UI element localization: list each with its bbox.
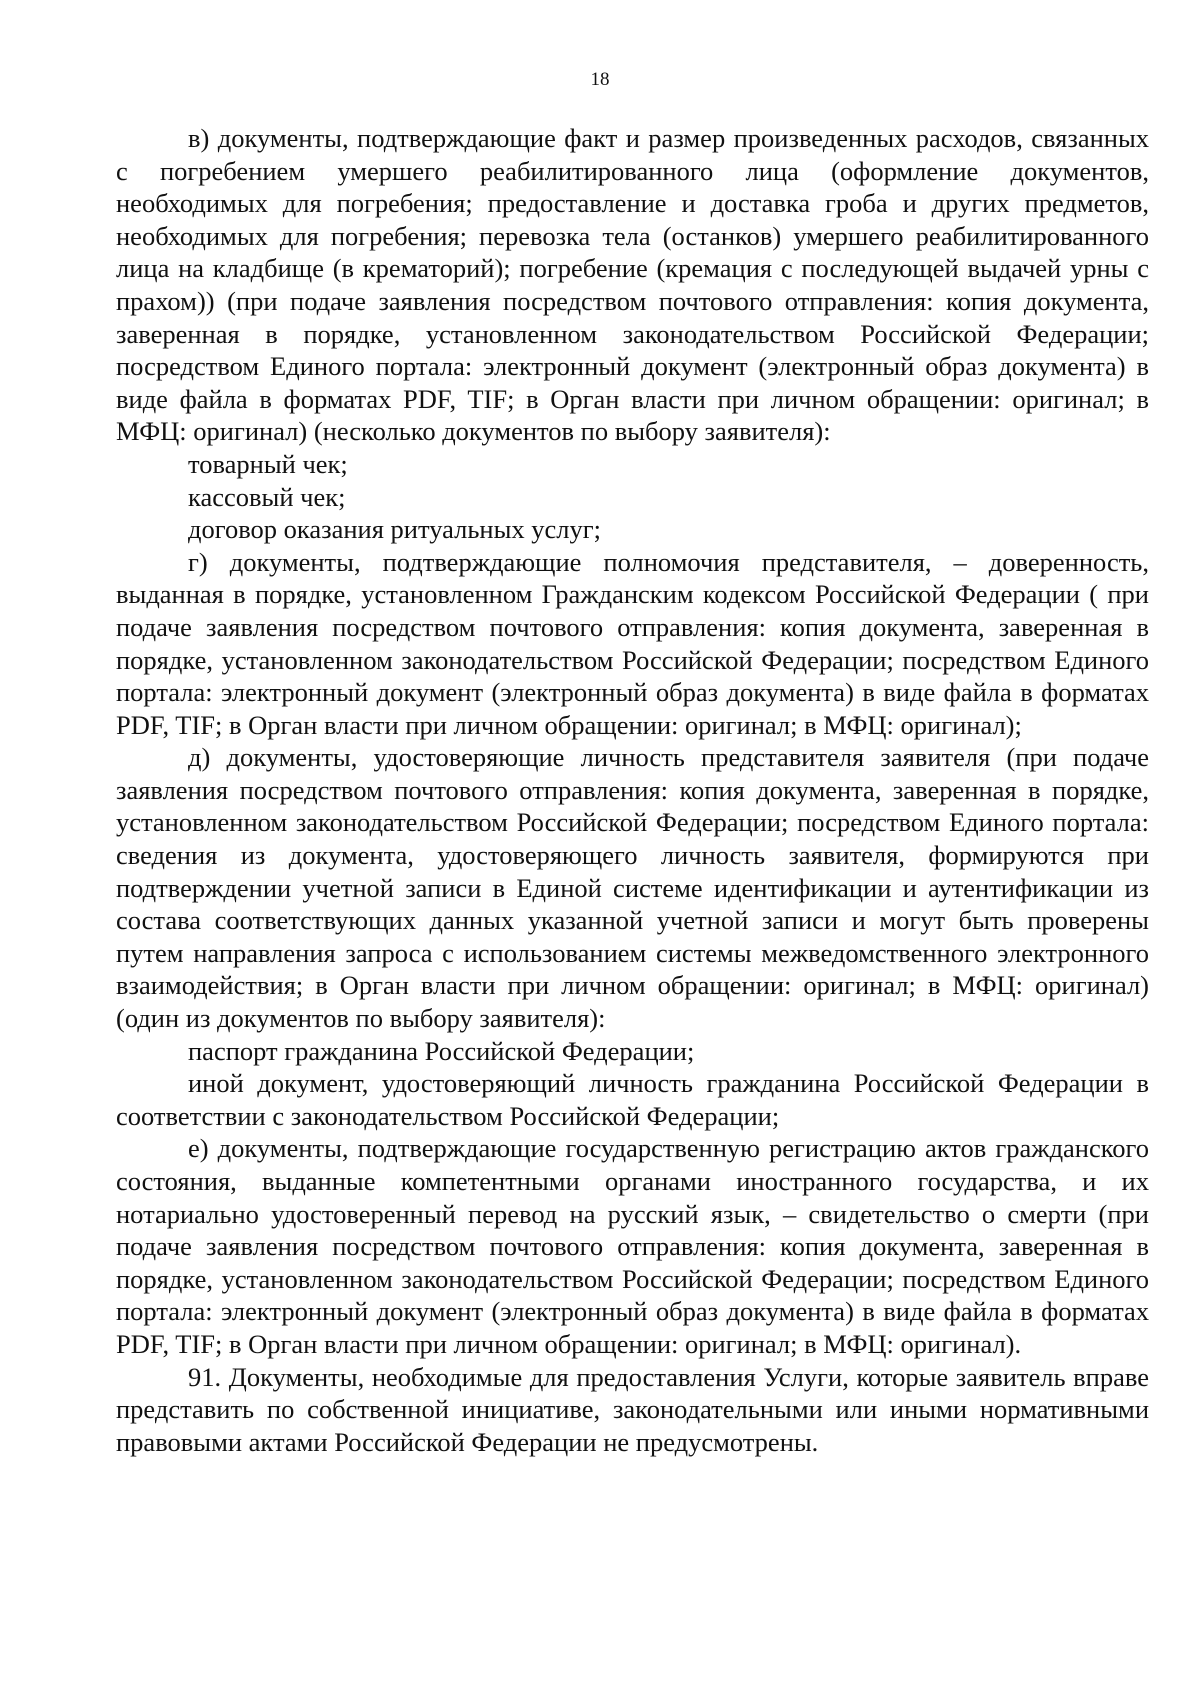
page-number: 18	[590, 69, 610, 90]
list-item-sales-receipt: товарный чек;	[188, 448, 348, 479]
list-item-other-id-document: иной документ, удостоверяющий личность гражданина Российской Федерации в соответствии с законодательством Российской Федерации;	[116, 1068, 1149, 1131]
paragraph-item-d: д) документы, удостоверяющие личность представителя заявителя (при подаче заявления посредством почтового отправления: копия документа, заверенная в порядке, установленном законодательством Российской Федерации; посредством Единого портала: сведения из документа, удостоверяющего личность заявителя, формируются при подтверждении учетной записи в Единой системе идентификации и аутентификации из состава соответствующих данных указанной учетной записи и могут быть проверены путем направления запроса с использованием системы межведомственного электронного взаимодействия; в Орган власти при личном обращении: оригинал; в МФЦ: оригинал) (один из документов по выбору заявителя):	[116, 742, 1149, 1034]
document-body	[116, 122, 1149, 1458]
list-item-funeral-contract: договор оказания ритуальных услуг;	[188, 514, 601, 545]
paragraph-item-v: в) документы, подтверждающие факт и размер произведенных расходов, связанных с погребением умершего реабилитированного лица (оформление документов, необходимых для погребения; предоставление и доставка гроба и других предметов, необходимых для погребения; перевозка тела (останков) умершего реабилитированного лица на кладбище (в крематорий); погребение (кремация с последующей выдачей урны с прахом)) (при подаче заявления посредством почтового отправления: копия документа, заверенная в порядке, установленном законодательством Российской Федерации; посредством Единого портала: электронный документ (электронный образ документа) в виде файла в форматах PDF, TIF; в Орган власти при личном обращении: оригинал; в МФЦ: оригинал) (несколько документов по выбору заявителя):	[116, 123, 1149, 447]
paragraph-91: 91. Документы, необходимые для предоставления Услуги, которые заявитель вправе представить по собственной инициативе, законодательными или иными нормативными правовыми актами Российской Федерации не предусмотрены.	[116, 1361, 1149, 1457]
list-item-passport: паспорт гражданина Российской Федерации;	[188, 1035, 695, 1066]
paragraph-item-e: е) документы, подтверждающие государственную регистрацию актов гражданского состояния, выданные компетентными органами иностранного государства, и их нотариально удостоверенный перевод на русский язык, – свидетельство о смерти (при подаче заявления посредством почтового отправления: копия документа, заверенная в порядке, установленном законодательством Российской Федерации; посредством Единого портала: электронный документ (электронный образ документа) в виде файла в форматах PDF, TIF; в Орган власти при личном обращении: оригинал; в МФЦ: оригинал).	[116, 1133, 1149, 1359]
paragraph-item-g: г) документы, подтверждающие полномочия представителя, – доверенность, выданная в порядке, установленном Гражданским кодексом Российской Федерации ( при подаче заявления посредством почтового отправления: копия документа, заверенная в порядке, установленном законодательством Российской Федерации; посредством Единого портала: электронный документ (электронный образ документа) в виде файла в форматах PDF, TIF; в Орган власти при личном обращении: оригинал; в МФЦ: оригинал);	[116, 546, 1149, 740]
list-item-cash-receipt: кассовый чек;	[188, 481, 346, 512]
